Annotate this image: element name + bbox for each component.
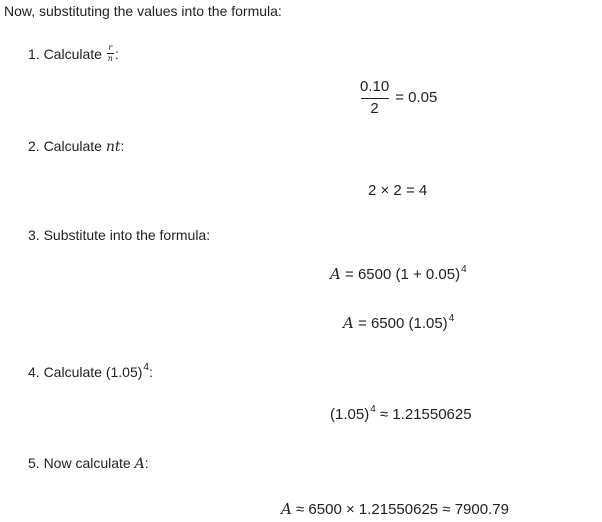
step-4-label xyxy=(28,363,153,384)
step-2-colon: : xyxy=(120,138,125,154)
fraction xyxy=(360,78,389,118)
step-1-colon: : xyxy=(114,46,119,62)
step-3-label: 3. Substitute into the formula: xyxy=(28,227,211,243)
step-5-label xyxy=(28,454,149,473)
equation-6 xyxy=(281,499,509,520)
step-2-label xyxy=(28,137,124,156)
r-over-n-fraction xyxy=(107,44,114,63)
variable-a: A xyxy=(330,265,341,283)
equation-3-body: = 6500 (1 + 0.05) xyxy=(340,266,461,283)
step-1-text: 1. Calculate xyxy=(28,46,106,62)
exponent: 4 xyxy=(448,313,455,324)
equation-2: 2 × 2 = 4 xyxy=(368,182,428,199)
equation-1-rhs: = 0.05 xyxy=(395,88,438,106)
equation-4-body: = 6500 (1.05) xyxy=(353,315,448,332)
variable-a: A xyxy=(343,314,354,332)
exponent: 4 xyxy=(461,264,467,275)
variable-a: A xyxy=(281,500,292,518)
equation-5 xyxy=(330,405,472,427)
equation-5-base: (1.05) xyxy=(330,406,370,423)
fraction-denominator: n xyxy=(107,53,113,63)
fraction-numerator: 0.10 xyxy=(360,78,390,95)
exponent: 4 xyxy=(143,362,149,373)
fraction-denominator: 2 xyxy=(370,100,379,117)
exponent: 4 xyxy=(370,404,376,415)
step-4-text: 4. Calculate (1.05) xyxy=(28,364,143,380)
fraction-numerator: r xyxy=(108,42,113,52)
fraction-bar xyxy=(361,98,389,99)
step-5-colon: : xyxy=(144,455,149,471)
step-1-label xyxy=(28,42,119,65)
equation-6-rhs: ≈ 6500 × 1.21550625 ≈ 7900.79 xyxy=(291,501,509,518)
step-2-math: nt xyxy=(105,139,121,155)
step-2-text: 2. Calculate xyxy=(28,138,106,154)
equation-3 xyxy=(330,264,467,287)
equation-5-rhs: ≈ 1.21550625 xyxy=(375,406,472,423)
step-5-math: A xyxy=(134,456,145,472)
equation-4 xyxy=(343,313,454,336)
equation-1 xyxy=(360,78,437,118)
step-5-text: 5. Now calculate xyxy=(28,455,135,471)
intro-text: Now, substituting the values into the formula: xyxy=(4,3,282,19)
step-4-colon: : xyxy=(148,364,153,380)
